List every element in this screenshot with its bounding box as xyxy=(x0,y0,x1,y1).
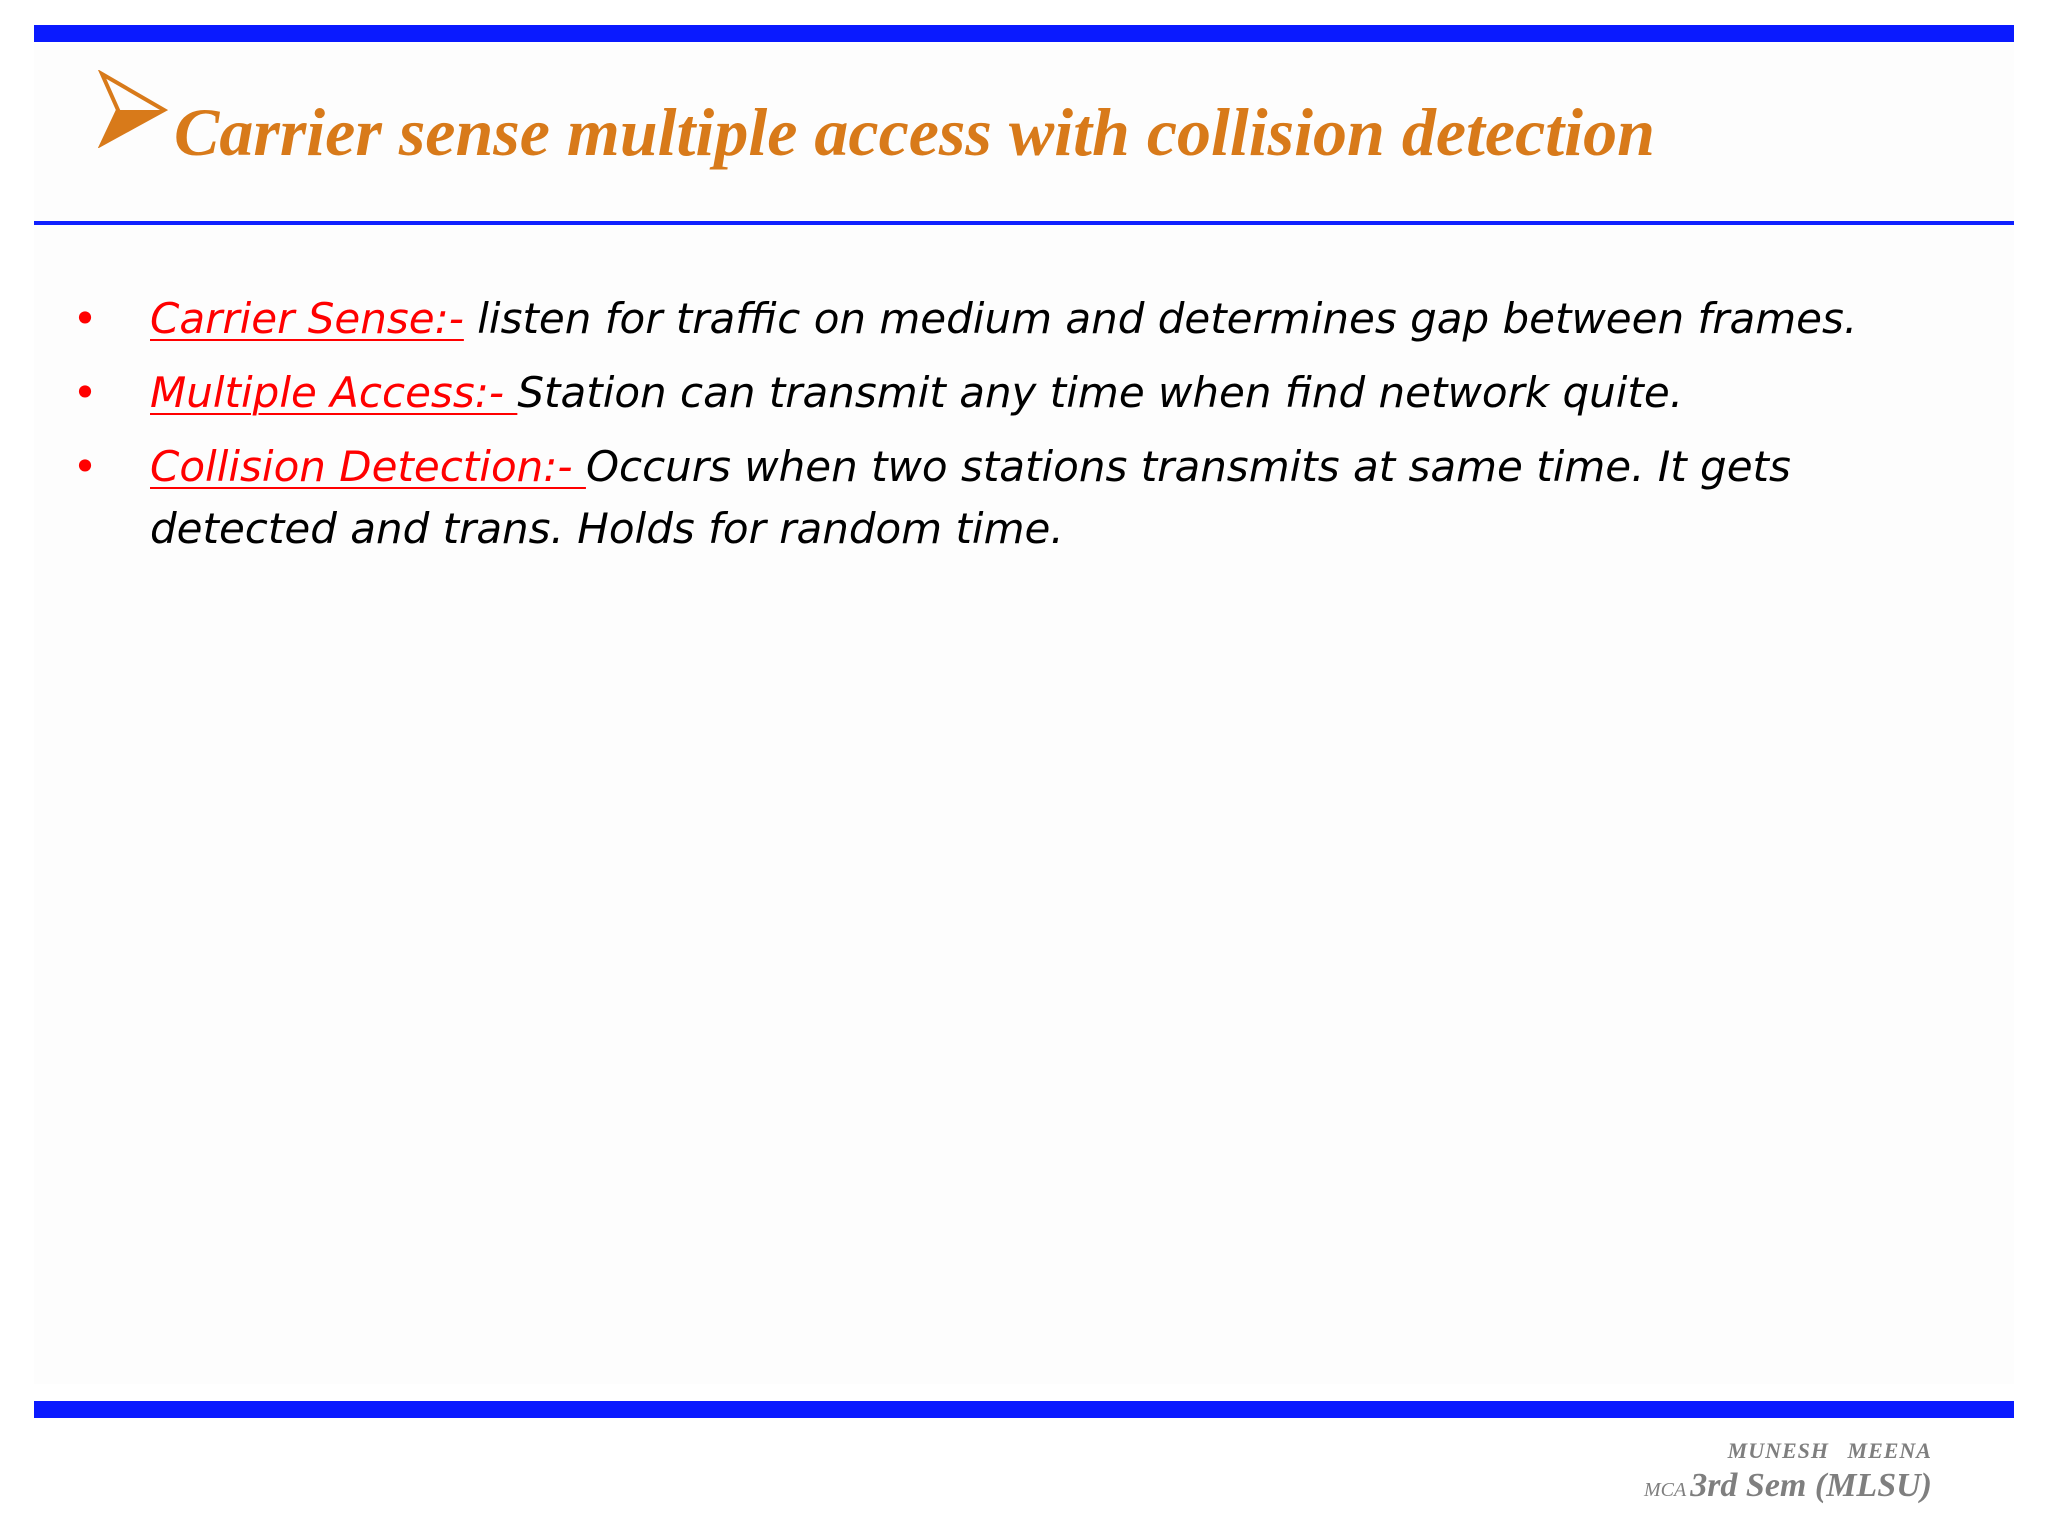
definition-multiple-access: Station can transmit any time when find network quite. xyxy=(517,368,1684,417)
bullet-marker: • xyxy=(72,442,98,491)
footer-credit xyxy=(1644,1436,1932,1512)
bullet-item-multiple-access xyxy=(70,362,1990,424)
term-multiple-access: Multiple Access:- xyxy=(150,368,518,417)
slide-title: Carrier sense multiple access with collision detection xyxy=(174,94,1655,170)
title-underline-rule xyxy=(34,221,2014,225)
bullet-list xyxy=(70,288,1990,572)
bullet-item-carrier-sense xyxy=(70,288,1990,350)
footer-author: MUNESH MEENA xyxy=(1727,1438,1932,1463)
content-panel xyxy=(34,44,2014,1384)
term-collision-detection: Collision Detection:- xyxy=(150,442,586,491)
arrow-bullet-icon xyxy=(96,70,168,148)
footer-course: 3rd Sem (MLSU) xyxy=(1690,1467,1932,1504)
bullet-marker: • xyxy=(72,294,98,343)
footer-program: MCA xyxy=(1643,1479,1687,1501)
definition-carrier-sense: listen for traffic on medium and determines gap between frames. xyxy=(463,294,1858,343)
footer-course-line xyxy=(1644,1466,1932,1512)
top-rule xyxy=(34,25,2014,42)
bullet-item-collision-detection xyxy=(70,436,1990,560)
bullet-marker: • xyxy=(72,368,98,417)
bottom-rule xyxy=(34,1401,2014,1418)
arrow-bullet-fill xyxy=(102,110,164,144)
term-carrier-sense: Carrier Sense:- xyxy=(150,294,464,343)
definition-collision-detection: Occurs when two stations transmits at same time. It gets detected and trans. Holds for random time. xyxy=(150,442,1791,553)
